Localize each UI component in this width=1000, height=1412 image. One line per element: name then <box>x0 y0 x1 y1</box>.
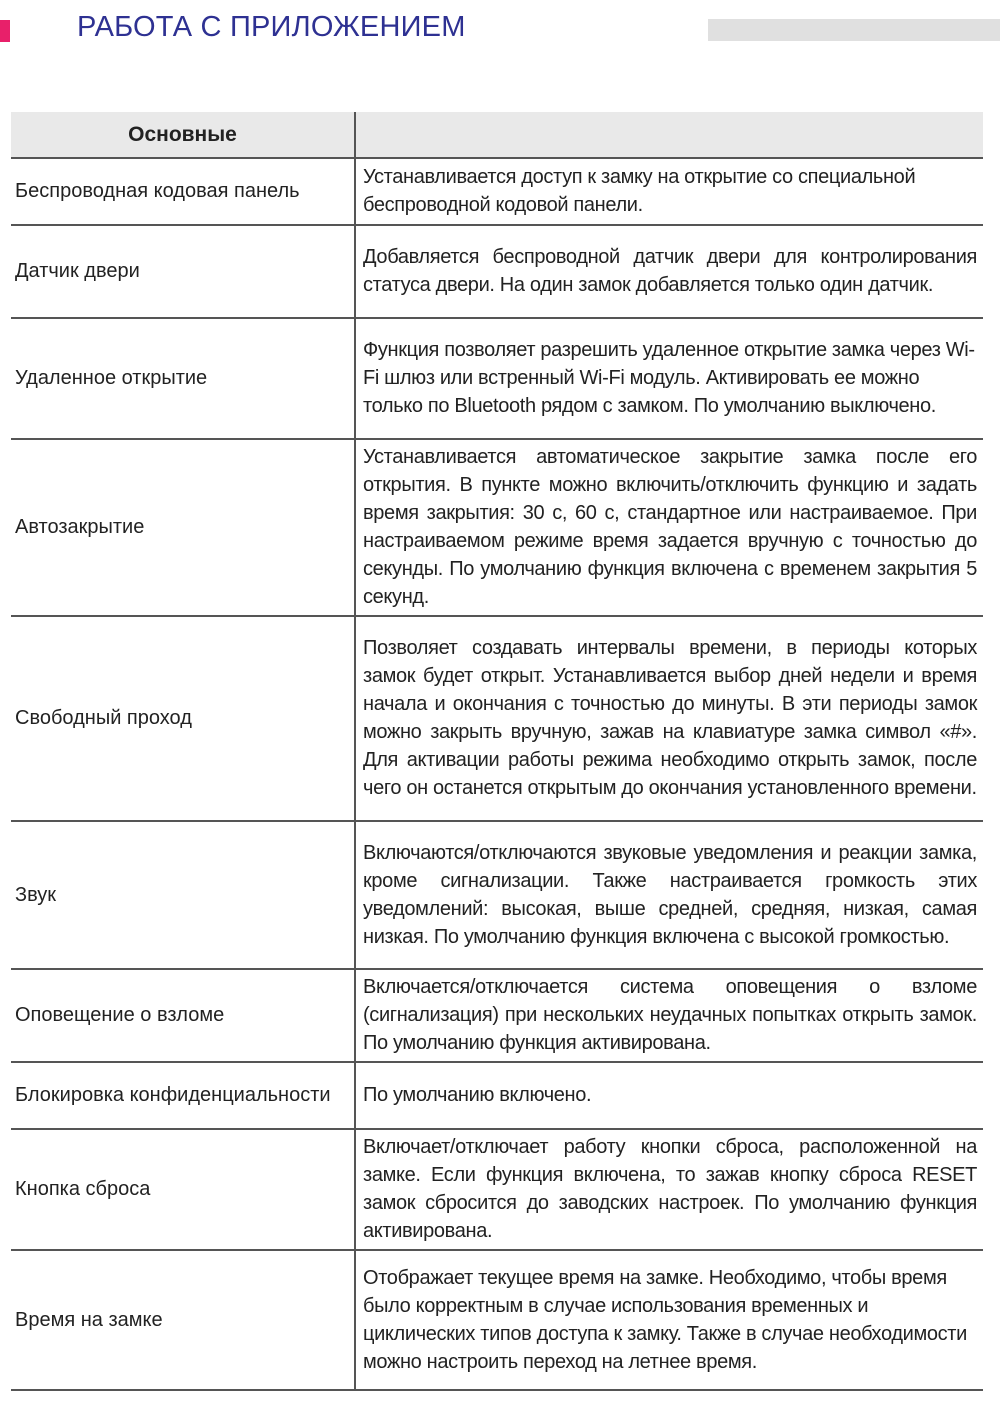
setting-description: Позволяет создавать интервалы времени, в периоды которых замок будет открыт. Устанавливается выбор дней недели и время начала и окончания с точностью до минуты. В эти периоды замок можно закрыть вручную, зажав на клавиатуре замка символ «#». Для активации работы режима необходимо открыть замок, после чего он останется открытым до окончания установленного времени. <box>355 616 983 821</box>
table-row <box>11 318 983 439</box>
setting-description: Включает/отключает работу кнопки сброса, расположенной на замке. Если функция включена, то зажав кнопку сброса RESET замок сбросится до заводских настроек. По умолчанию функция активирована. <box>355 1129 983 1250</box>
section-accent-mark <box>0 20 10 42</box>
page-title: РАБОТА С ПРИЛОЖЕНИЕМ <box>77 11 466 43</box>
setting-description: Включается/отключается система оповещения о взломе (сигнализация) при нескольких неудачных попытках открыть замок. По умолчанию функция активирована. <box>355 969 983 1062</box>
setting-description: Функция позволяет разрешить удаленное открытие замка через Wi-Fi шлюз или встренный Wi-Fi модуль. Активировать ее можно только по Bluetooth рядом с замком. По умолчанию выключено. <box>355 318 983 439</box>
table-row <box>11 158 983 225</box>
column-header-description <box>355 112 983 158</box>
setting-description: Устанавливается автоматическое закрытие замка после его открытия. В пункте можно включить/отключить функцию и задать время закрытия: 30 с, 60 с, стандартное или настраиваемое. При настраиваемом режиме время задается вручную с точностью до секунды. По умолчанию функция включена с временем закрытия 5 секунд. <box>355 439 983 616</box>
table-row <box>11 616 983 821</box>
table-row <box>11 821 983 969</box>
setting-description: Включаются/отключаются звуковые уведомления и реакции замка, кроме сигнализации. Также настраивается громкость этих уведомлений: высокая, выше средней, средняя, низкая, самая низкая. По умолчанию функция включена с высокой громкостью. <box>355 821 983 969</box>
settings-table <box>11 112 983 1391</box>
table-header-row <box>11 112 983 158</box>
setting-description: Отображает текущее время на замке. Необходимо, чтобы время было корректным в случае использования временных и циклических типов доступа к замку. Также в случае необходимости можно настроить переход на летнее время. <box>355 1250 983 1390</box>
setting-description: Устанавливается доступ к замку на открытие со специальной беспроводной кодовой панели. <box>355 158 983 225</box>
setting-name: Беспроводная кодовая панель <box>11 158 355 225</box>
setting-name: Звук <box>11 821 355 969</box>
table-row <box>11 969 983 1062</box>
setting-name: Блокировка конфиденциальности <box>11 1062 355 1129</box>
setting-name: Оповещение о взломе <box>11 969 355 1062</box>
setting-name: Время на замке <box>11 1250 355 1390</box>
setting-name: Удаленное открытие <box>11 318 355 439</box>
table-row <box>11 1062 983 1129</box>
setting-description: Добавляется беспроводной датчик двери для контролирования статуса двери. На один замок добавляется только один датчик. <box>355 225 983 318</box>
column-header-basic: Основные <box>11 112 355 158</box>
setting-name: Датчик двери <box>11 225 355 318</box>
table-row <box>11 1250 983 1390</box>
table-row <box>11 1129 983 1250</box>
setting-description: По умолчанию включено. <box>355 1062 983 1129</box>
setting-name: Свободный проход <box>11 616 355 821</box>
header-decorative-bar <box>708 19 1000 41</box>
table-row <box>11 225 983 318</box>
setting-name: Автозакрытие <box>11 439 355 616</box>
setting-name: Кнопка сброса <box>11 1129 355 1250</box>
table-row <box>11 439 983 616</box>
